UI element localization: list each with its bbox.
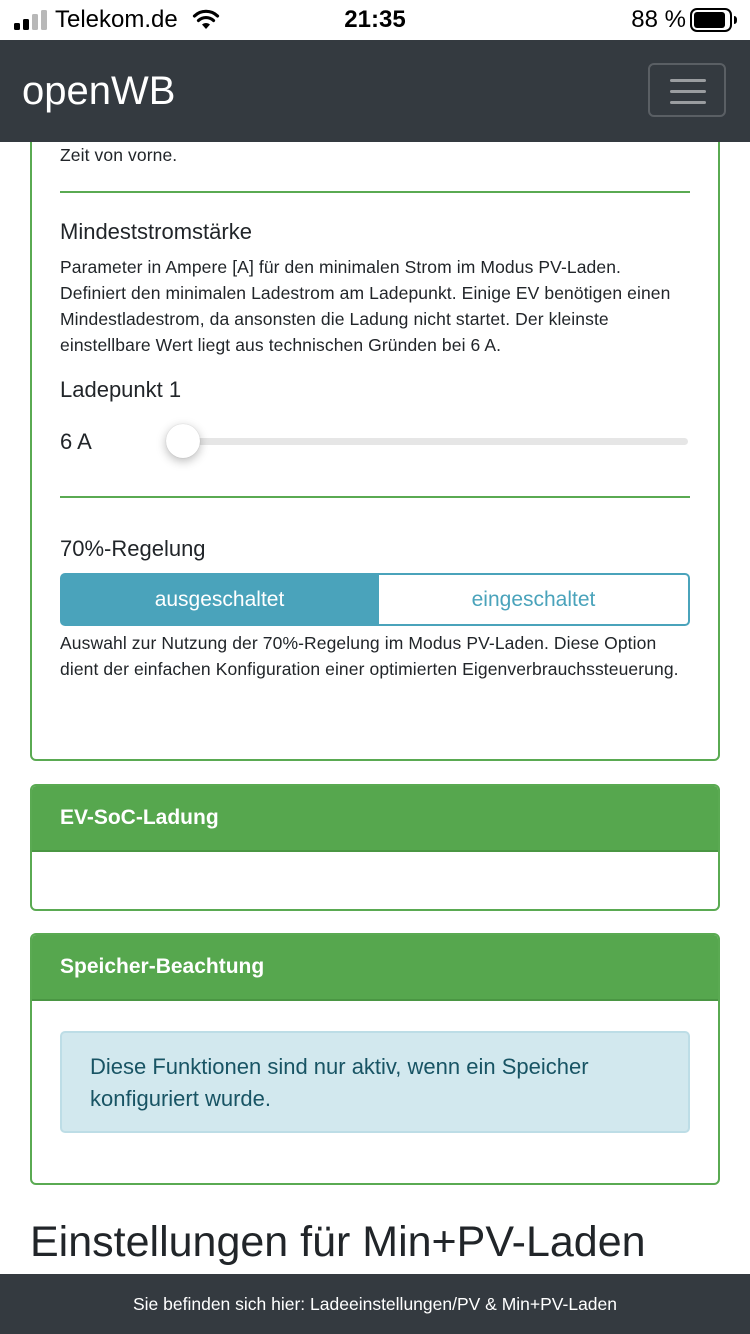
regulation70-description: Auswahl zur Nutzung der 70%-Regelung im Modus PV-Laden. Diese Option dient der einfachen Konfiguration einer optimierten Eigenverbrauchssteuerung.	[60, 633, 679, 679]
min-current-description: Parameter in Ampere [A] für den minimalen Strom im Modus PV-Laden. Definiert den minimalen Ladestrom am Ladepunkt. Einige EV benötigen einen Mindestladestrom, da ansonsten die Ladung nicht startet. Der kleinste einstellbare Wert liegt aus technischen Gründen bei 6 A.	[60, 257, 671, 355]
hamburger-menu-icon	[670, 79, 706, 103]
carrier-name: Telekom.de	[55, 6, 178, 33]
min-current-heading: Mindeststromstärke	[60, 219, 252, 244]
battery-icon	[690, 8, 738, 32]
footer	[0, 1274, 750, 1334]
regulation70-toggle-group	[60, 573, 690, 626]
footer-breadcrumb: Sie befinden sich hier: Ladeeinstellungen/PV & Min+PV-Laden	[132, 1294, 617, 1314]
regulation70-heading: 70%-Regelung	[60, 536, 206, 561]
section-heading: Einstellungen für Min+PV-Laden	[30, 1218, 646, 1266]
storage-info-alert: Diese Funktionen sind nur aktiv, wenn ein Speicher konfiguriert wurde.	[60, 1031, 690, 1133]
ev-soc-card-title: EV-SoC-Ladung	[60, 806, 219, 829]
ev-soc-card-header[interactable]	[32, 786, 718, 852]
divider	[60, 191, 690, 193]
status-bar	[0, 0, 750, 40]
regulation70-on-button[interactable]: eingeschaltet	[379, 573, 690, 626]
divider	[60, 496, 690, 498]
min-current-slider-thumb[interactable]	[166, 424, 200, 458]
storage-card	[30, 933, 720, 1185]
storage-card-header[interactable]	[32, 935, 718, 1001]
menu-toggle-button[interactable]	[648, 63, 726, 117]
slider-value: 6 A	[60, 429, 92, 454]
ev-soc-card	[30, 784, 720, 911]
regulation70-off-button[interactable]: ausgeschaltet	[60, 573, 379, 626]
chargepoint-label: Ladepunkt 1	[60, 377, 182, 402]
previous-description-end: Zeit von vorne.	[60, 145, 178, 165]
clock: 21:35	[344, 6, 406, 33]
storage-card-title: Speicher-Beachtung	[60, 955, 265, 978]
brand-logo[interactable]: openWB	[22, 69, 176, 113]
min-current-slider-track[interactable]	[166, 438, 688, 445]
battery-percent: 88 %	[631, 6, 686, 33]
navbar	[0, 40, 750, 142]
